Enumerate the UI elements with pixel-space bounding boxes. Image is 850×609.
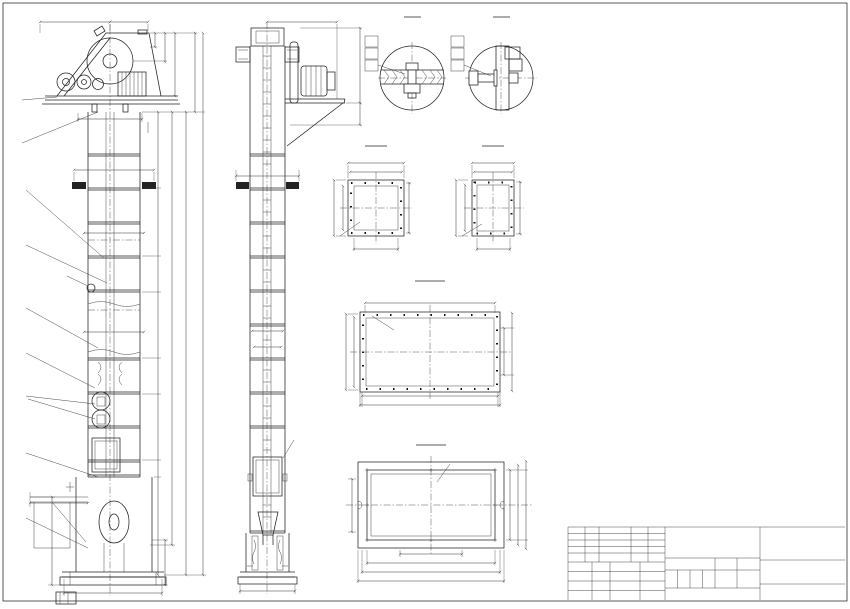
title-block: [568, 527, 845, 600]
detail-base: [346, 445, 532, 583]
detail-ii: [451, 17, 537, 114]
sheet-border: [3, 3, 847, 601]
front-view: [22, 22, 206, 604]
detail-b-view: [456, 146, 524, 251]
detail-casing-joint: [346, 281, 514, 407]
detail-a-view: [334, 146, 412, 251]
detail-i: [365, 17, 446, 114]
side-view: [236, 22, 362, 594]
